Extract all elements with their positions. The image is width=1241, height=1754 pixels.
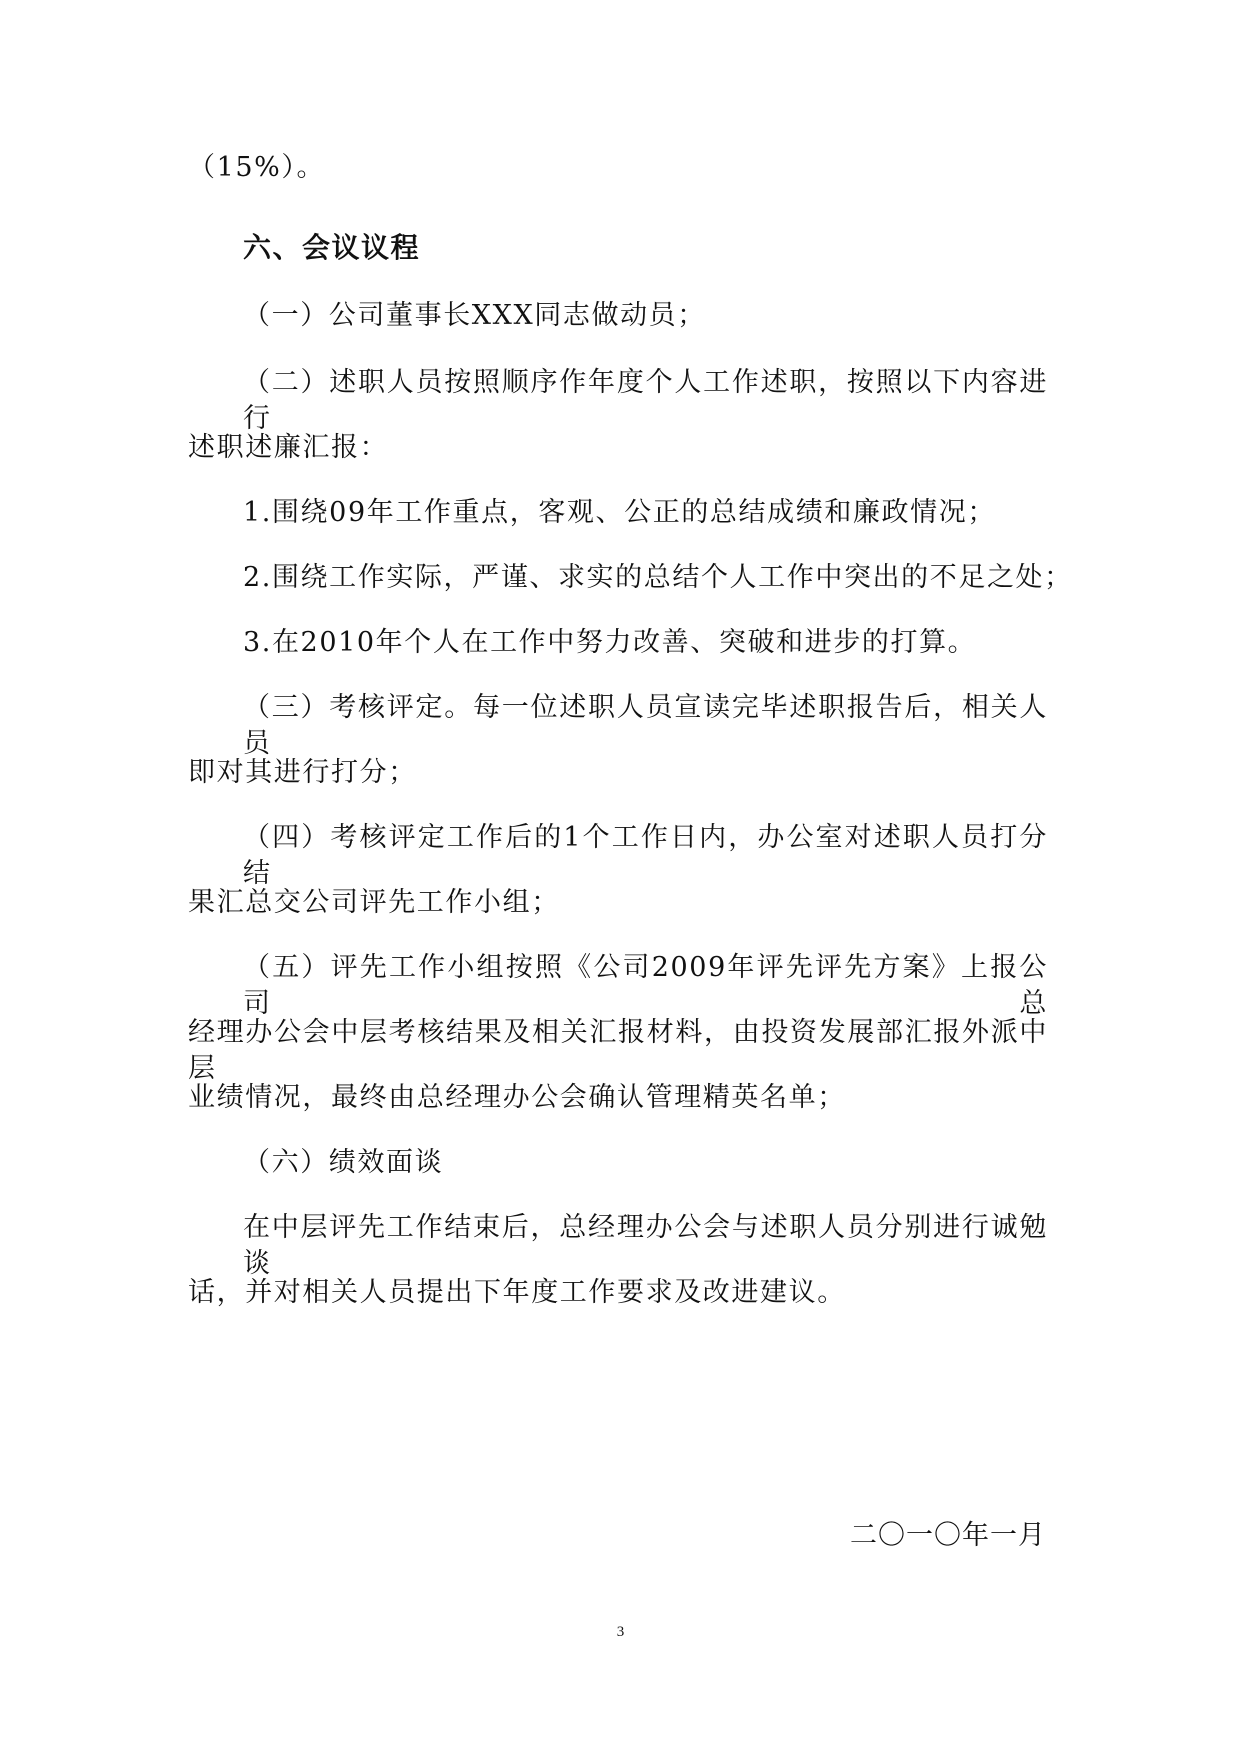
- agenda-item-2-continuation: 述职述廉汇报：: [188, 432, 389, 463]
- agenda-item-4-continuation: 果汇总交公司评先工作小组；: [188, 887, 560, 918]
- agenda-item-2: （二）述职人员按照顺序作年度个人工作述职，按照以下内容进行: [243, 367, 1048, 434]
- agenda-item-5: （五）评先工作小组按照《公司2009年评先评先方案》上报公司总: [243, 952, 1048, 1019]
- page-number: 3: [616, 1624, 625, 1640]
- document-date: 二〇一〇年一月: [850, 1520, 1046, 1551]
- agenda-item-5-continuation-1: 经理办公会中层考核结果及相关汇报材料，由投资发展部汇报外派中层: [188, 1017, 1048, 1084]
- interview-paragraph-continuation: 话，并对相关人员提出下年度工作要求及改进建议。: [188, 1277, 846, 1308]
- body-line-percent: （15%）。: [188, 152, 326, 183]
- agenda-item-1: （一）公司董事长XXX同志做动员；: [243, 300, 706, 331]
- section-heading-agenda: 六、会议议程: [243, 231, 421, 264]
- report-point-3: 3.在2010年个人在工作中努力改善、突破和进步的打算。: [243, 627, 977, 658]
- interview-paragraph: 在中层评先工作结束后，总经理办公会与述职人员分别进行诚勉谈: [243, 1212, 1048, 1279]
- report-point-1: 1.围绕09年工作重点，客观、公正的总结成绩和廉政情况；: [243, 497, 996, 528]
- agenda-item-4: （四）考核评定工作后的1个工作日内，办公室对述职人员打分结: [243, 822, 1048, 889]
- agenda-item-5-continuation-2: 业绩情况，最终由总经理办公会确认管理精英名单；: [188, 1082, 846, 1113]
- agenda-item-3-continuation: 即对其进行打分；: [188, 757, 417, 788]
- agenda-item-3: （三）考核评定。每一位述职人员宣读完毕述职报告后，相关人员: [243, 692, 1048, 759]
- report-point-2: 2.围绕工作实际，严谨、求实的总结个人工作中突出的不足之处；: [243, 562, 1073, 593]
- agenda-item-6: （六）绩效面谈: [243, 1147, 444, 1178]
